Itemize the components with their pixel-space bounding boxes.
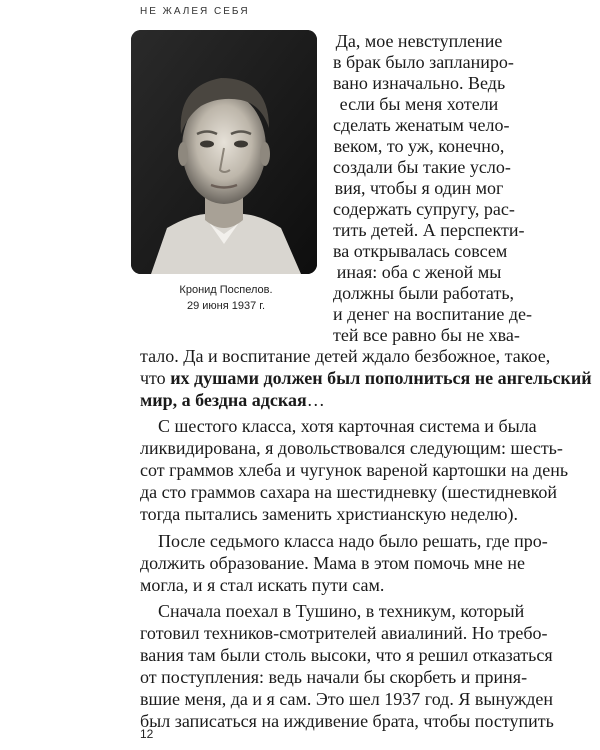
text-line: С шестого класса, хотя карточная система и была	[158, 416, 537, 436]
text-line: сделать женатым чело-	[333, 115, 510, 135]
text-line: от поступления: ведь начали бы скорбеть и приня-	[140, 667, 528, 687]
text-line: готовил техников-смотрителей авиалиний. Но требо-	[140, 623, 548, 643]
text-line	[140, 389, 506, 411]
text-line	[140, 367, 592, 389]
text-line: иная: оба с женой мы	[336, 262, 502, 282]
text-span: …	[306, 390, 325, 410]
text-line: создали бы такие усло-	[333, 157, 511, 177]
portrait-photo	[131, 30, 317, 274]
text-line: и денег на воспитание де-	[333, 304, 532, 324]
bold-text: мир, а бездна адская	[140, 390, 307, 410]
text-line: веком, то уж, конечно,	[333, 136, 505, 156]
text-line: должны были работать,	[333, 283, 515, 303]
text-line: вшие меня, да и я сам. Это шел 1937 год. Я вынужден	[140, 689, 554, 709]
text-line: ликвидирована, я довольствовался следующим: шесть-	[140, 438, 563, 458]
text-line: в брак было запланиро-	[333, 52, 514, 72]
text-line: был записаться на иждивение брата, чтобы поступить	[140, 711, 554, 731]
text-line: тить детей. А перспекти-	[333, 220, 525, 240]
text-line: должить образование. Мама в этом помочь мне не	[140, 553, 525, 573]
page-number: 12	[140, 727, 154, 741]
text-line: да сто граммов сахара на шестидневку (шестидневкой	[140, 482, 558, 502]
text-line: тей все равно бы не хва-	[333, 325, 520, 345]
text-line: тогда пытались заменить христианскую неделю).	[140, 504, 518, 524]
photo-caption	[131, 282, 321, 314]
running-head: НЕ ЖАЛЕЯ СЕБЯ	[140, 6, 250, 17]
text-line: вия, чтобы я один мог	[334, 178, 504, 198]
text-line: Сначала поехал в Тушино, в техникум, который	[158, 601, 525, 621]
text-line: содержать супругу, рас-	[333, 199, 515, 219]
text-line: сот граммов хлеба и чугунок вареной картошки на день	[140, 460, 569, 480]
text-line: ва открывалась совсем	[333, 241, 508, 261]
text-line: если бы меня хотели	[339, 94, 499, 114]
text-line: могла, и я стал искать пути сам.	[140, 575, 385, 595]
text-line: тало. Да и воспитание детей ждало безбожное, такое,	[140, 346, 551, 366]
text-span: что	[140, 368, 171, 388]
caption-name: Кронид Поспелов.	[179, 284, 273, 296]
text-line: вано изначально. Ведь	[333, 73, 506, 93]
caption-date: 29 июня 1937 г.	[186, 300, 266, 312]
bold-text: их душами должен был пополниться не ангельский	[170, 368, 592, 388]
text-line: После седьмого класса надо было решать, где про-	[158, 531, 548, 551]
text-line: вания там были столь высоки, что я решил отказаться	[140, 645, 553, 665]
text-line: Да, мое невступление	[335, 31, 503, 51]
